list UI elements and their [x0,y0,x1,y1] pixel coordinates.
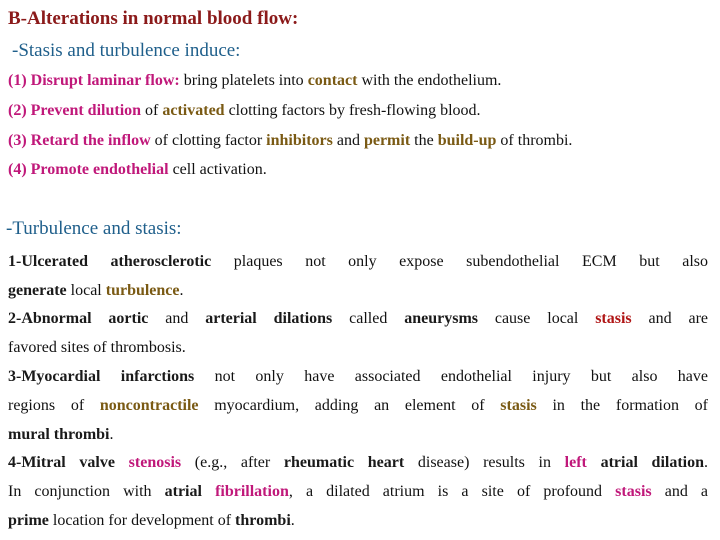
text: . [704,454,709,471]
paragraph-line [8,506,708,535]
paragraph-line [8,448,708,477]
item-text: the [410,132,438,149]
text: in the formation of [536,397,708,414]
paragraph-line [8,276,708,305]
item-term: permit [363,132,411,149]
term: fibrillation [215,483,289,500]
text: myocardium, adding an element of [198,397,501,414]
paragraph-line [8,362,708,391]
item-text: with the endothelium. [357,72,502,89]
term: turbulence [105,282,180,299]
text: regions of [8,397,100,414]
term: stasis [615,483,652,500]
text: In conjunction with [8,483,165,500]
text: local [66,282,106,299]
term: stasis [595,310,632,327]
list-item-1 [8,72,501,90]
list-item-4 [8,161,267,179]
item-key: (4) Promote endothelial [8,161,169,178]
text: . [179,282,184,299]
text: plaques not only expose subendothelial ECM but also [211,253,708,270]
term: thrombi [235,512,291,529]
term: left [564,454,587,471]
term: 4-Mitral valve [8,454,129,471]
item-key: (3) Retard the inflow [8,132,151,149]
item-text: of [141,102,163,119]
item-term: activated [162,102,225,119]
term: prime [8,512,49,529]
text [587,454,601,471]
term: 1-Ulcerated atherosclerotic [8,253,212,270]
text: cause local [478,310,596,327]
item-term: inhibitors [266,132,333,149]
term: noncontractile [99,397,199,414]
text [202,483,215,500]
term: 3-Myocardial infarctions [8,368,195,385]
section-heading-turbulence: -Turbulence and stasis: [6,218,182,239]
item-text: bring platelets into [179,72,308,89]
term: atrial [164,483,202,500]
text: , a dilated atrium is a site of profound [288,483,616,500]
item-term: contact [307,72,358,89]
text: location for development of [48,512,236,529]
item-text: of clotting factor [150,132,267,149]
paragraph-line [8,477,708,506]
text: and are [631,310,709,327]
item-key: (2) Prevent dilution [8,102,142,119]
item-text: clotting factors by fresh-flowing blood. [224,102,481,119]
term: stenosis [128,454,182,471]
section-heading-stasis: -Stasis and turbulence induce: [12,40,241,61]
item-term: build-up [437,132,497,149]
list-item-2 [8,102,481,120]
term: stasis [500,397,537,414]
item-text: cell activation. [168,161,267,178]
paragraph-line [8,391,708,420]
term: 2-Abnormal aortic [8,310,149,327]
term: mural thrombi [8,426,110,443]
text: favored sites of thrombosis. [8,339,186,356]
paragraph-line [8,333,708,362]
list-item-3 [8,132,572,150]
item-text: of thrombi. [496,132,573,149]
text: disease) results in [404,454,565,471]
paragraph-line [8,304,708,333]
term: aneurysms [404,310,478,327]
term: atrial dilation [600,454,705,471]
term: arterial dilations [205,310,333,327]
text: . [109,426,114,443]
paragraph-line [8,247,708,276]
term: rheumatic heart [283,454,405,471]
term: generate [8,282,67,299]
text: and a [651,483,709,500]
text: called [332,310,405,327]
text: . [290,512,295,529]
text: (e.g., after [181,454,284,471]
text: not only have associated endothelial injury but also have [194,368,708,385]
page-title: B-Alterations in normal blood flow: [8,8,299,29]
text: and [148,310,206,327]
paragraph-line [8,420,708,449]
item-text: and [332,132,364,149]
item-key: (1) Disrupt laminar flow: [8,72,180,89]
